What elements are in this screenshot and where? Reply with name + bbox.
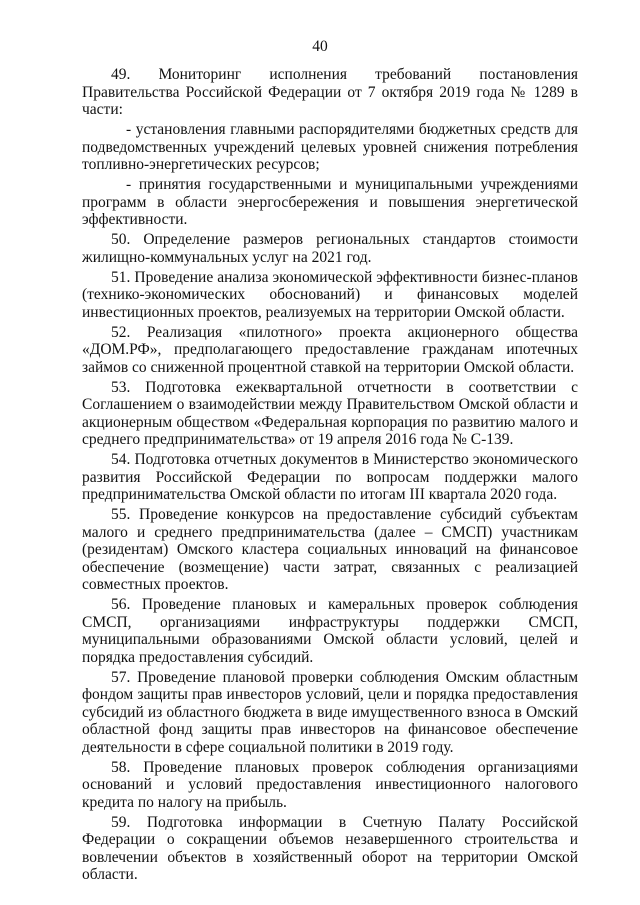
paragraph-subitem: - установления главными распорядителями бюджетных средств для подведомственных учреждений целевых уровней снижения потребления топливно-энергетических ресурсов;	[82, 121, 578, 173]
document-body	[82, 66, 578, 886]
paragraph-item-52: 52. Реализация «пилотного» проекта акционерного общества «ДОМ.РФ», предполагающего предоставление гражданам ипотечных займов со сниженной процентной ставкой на территории Омской области.	[82, 323, 578, 376]
paragraph-item-50: 50. Определение размеров региональных стандартов стоимости жилищно-коммунальных услуг на 2021 год.	[82, 231, 578, 266]
paragraph-item-58: 58. Проведение плановых проверок соблюдения организациями оснований и условий предоставления инвестиционного налогового кредита по налогу на прибыль.	[82, 758, 578, 811]
paragraph-item-51: 51. Проведение анализа экономической эффективности бизнес-планов (технико-экономических обоснований) и финансовых моделей инвестиционных проектов, реализуемых на территории Омской области.	[82, 268, 578, 321]
paragraph-item-57: 57. Проведение плановой проверки соблюдения Омским областным фондом защиты прав инвесторов условий, цели и порядка предоставления субсидий из областного бюджета в виде имущественного взноса в Омский областной фонд защиты прав инвесторов на финансовое обеспечение деятельности в сфере социальной политики в 2019 году.	[82, 668, 578, 756]
paragraph-item-55: 55. Проведение конкурсов на предоставление субсидий субъектам малого и среднего предпринимательства (далее – СМСП) участникам (резидентам) Омского кластера социальных инноваций на финансовое обеспечение (возмещение) части затрат, связанных с реализацией совместных проектов.	[82, 506, 578, 593]
paragraph-subitem: - принятия государственными и муниципальными учреждениями программ в области энергосбережения и повышения энергетической эффективности.	[82, 176, 578, 228]
page-number: 40	[312, 38, 328, 55]
paragraph-item-53: 53. Подготовка ежеквартальной отчетности в соответствии с Соглашением о взаимодействии между Правительством Омской области и акционерным обществом «Федеральная корпорация по развитию малого и среднего предпринимательства» от 19 апреля 2016 года № С-139.	[82, 378, 578, 448]
paragraph-item-49: 49. Мониторинг исполнения требований постановления Правительства Российской Федерации от 7 октября 2019 года № 1289 в части:	[82, 66, 578, 118]
paragraph-item-59: 59. Подготовка информации в Счетную Палату Российской Федерации о сокращении объемов незавершенного строительства и вовлечении объектов в хозяйственный оборот на территории Омской области.	[82, 813, 578, 883]
paragraph-item-56: 56. Проведение плановых и камеральных проверок соблюдения СМСП, организациями инфраструктуры поддержки СМСП, муниципальными образованиями Омской области условий, целей и порядка предоставления субсидий.	[82, 596, 578, 666]
paragraph-item-54: 54. Подготовка отчетных документов в Министерство экономического развития Российской Федерации по вопросам поддержки малого предпринимательства Омской области по итогам III квартала 2020 года.	[82, 451, 578, 503]
